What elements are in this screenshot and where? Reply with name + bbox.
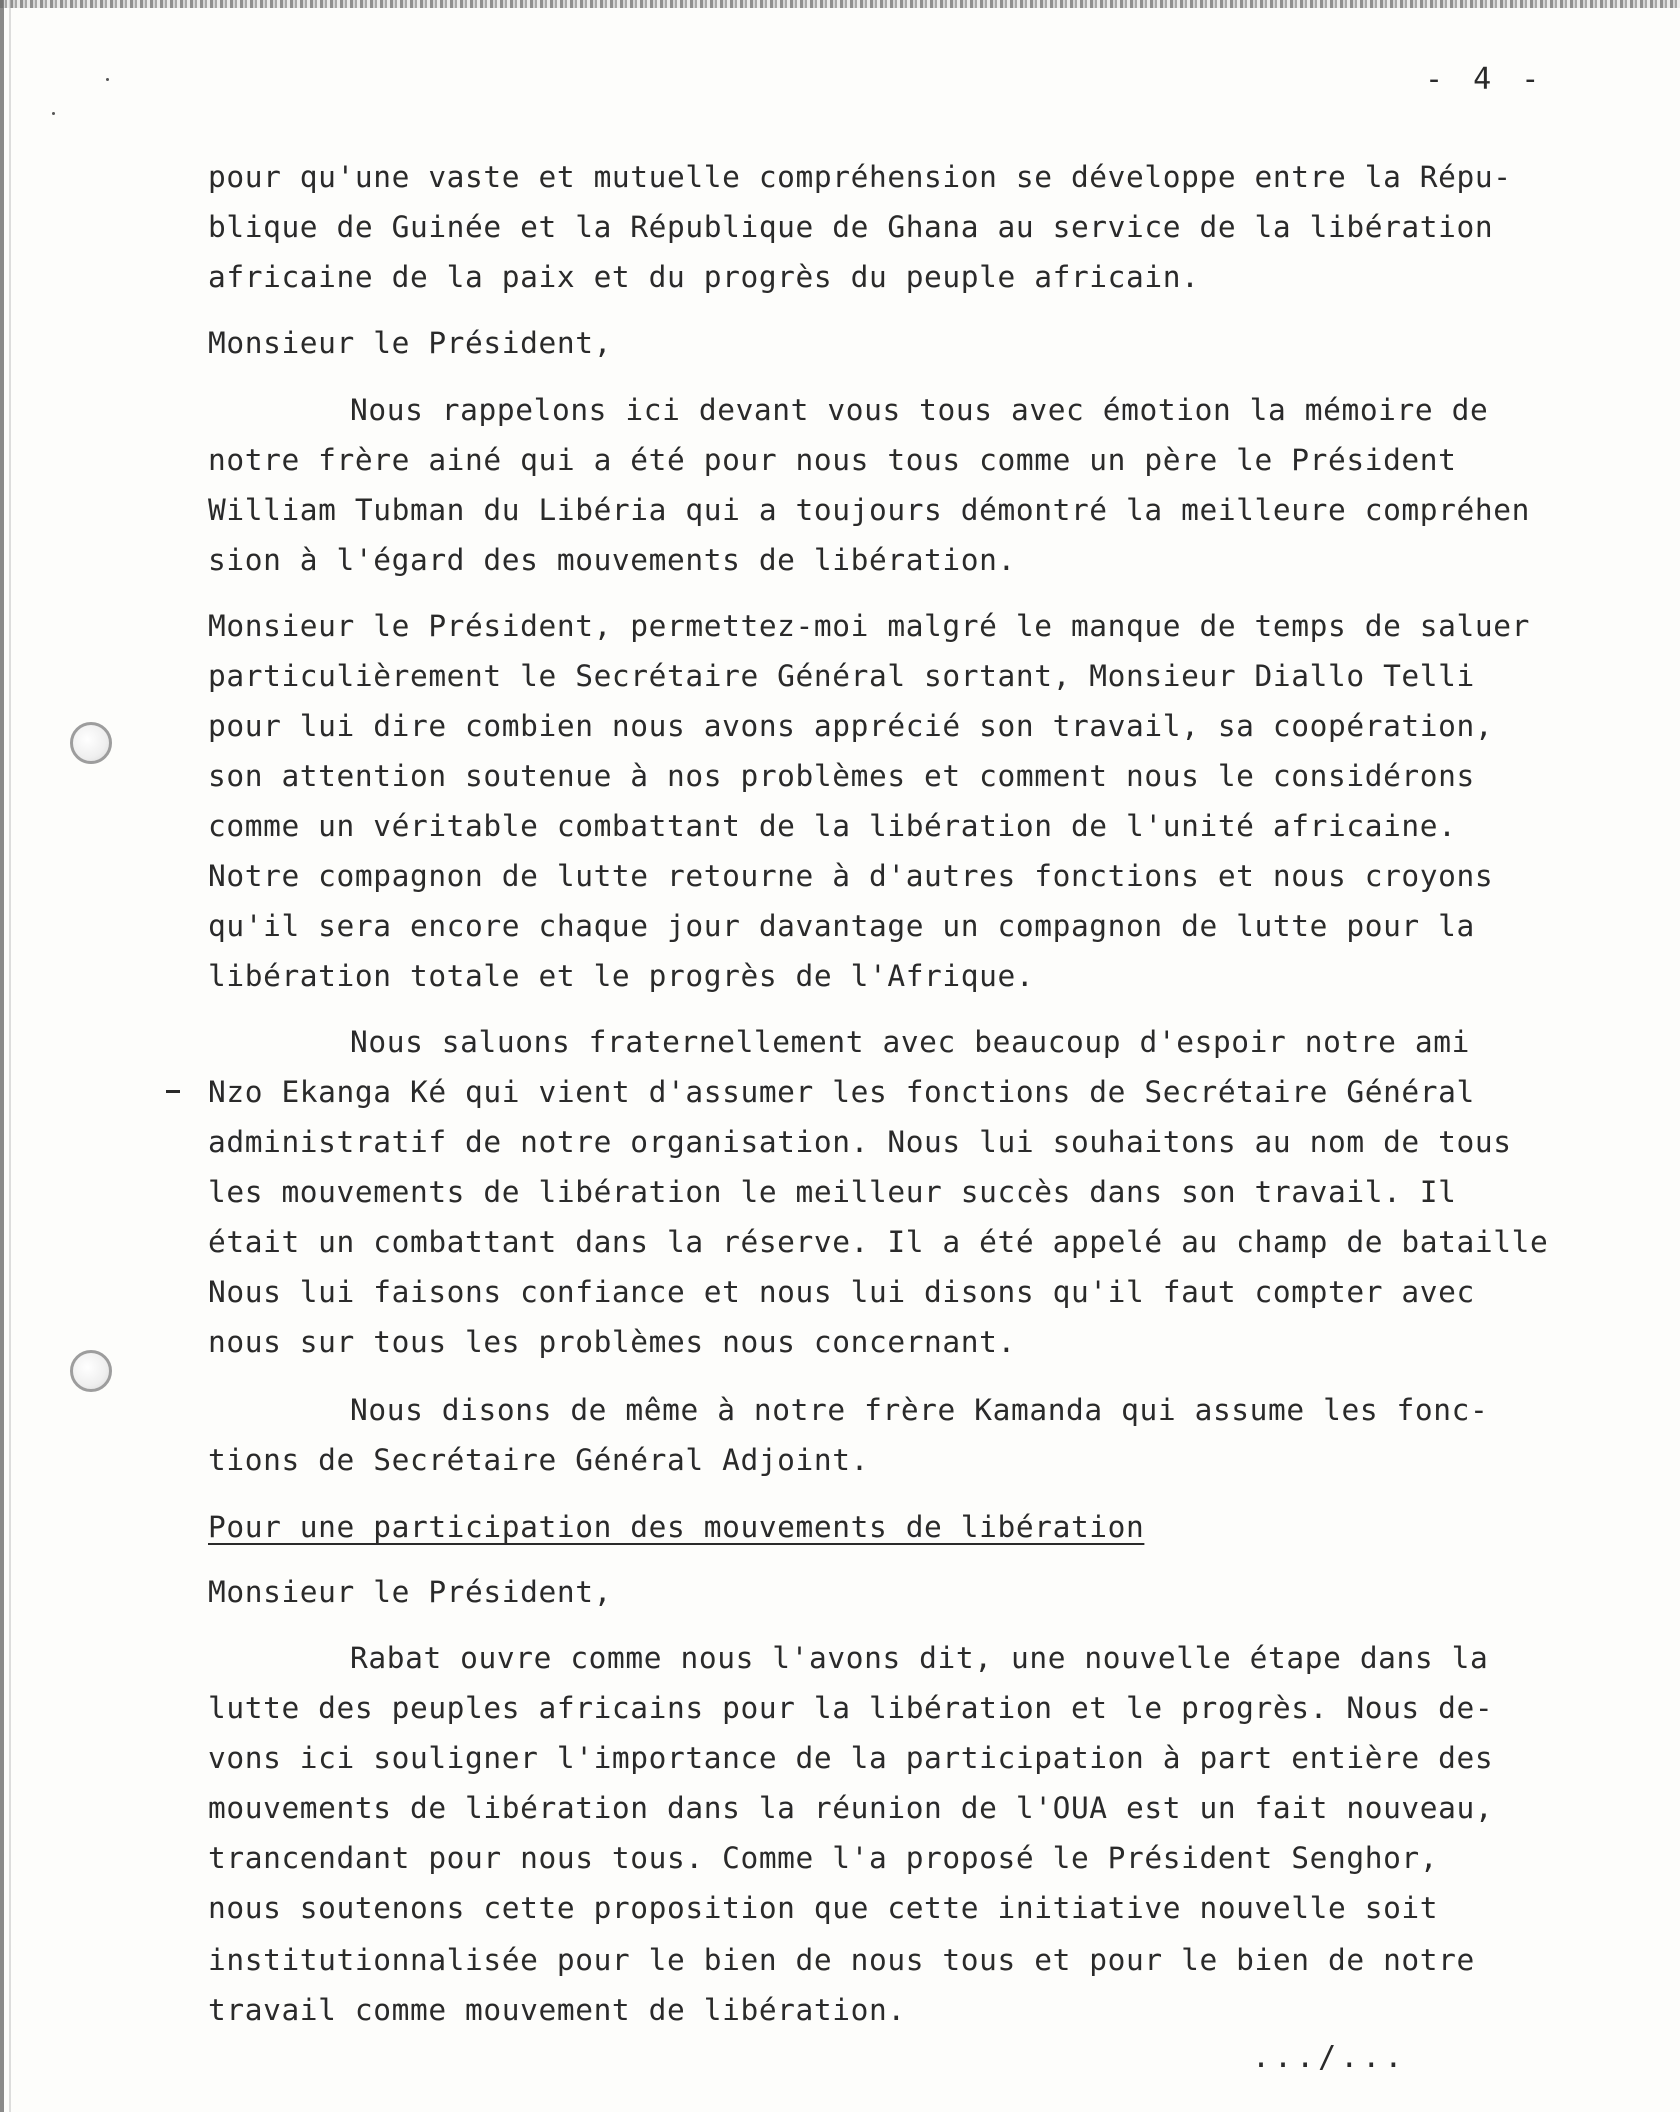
paragraph-6-line: trancendant pour nous tous. Comme l'a proposé le Président Senghor, bbox=[208, 1841, 1439, 1875]
paragraph-2-line: William Tubman du Libéria qui a toujours démontré la meilleure compréhen bbox=[208, 493, 1530, 527]
paragraph-4-line: Nzo Ekanga Ké qui vient d'assumer les fonctions de Secrétaire Général bbox=[208, 1075, 1475, 1109]
paragraph-3-line: qu'il sera encore chaque jour davantage un compagnon de lutte pour la bbox=[208, 909, 1475, 943]
paragraph-4-line: nous sur tous les problèmes nous concernant. bbox=[208, 1325, 1016, 1359]
paragraph-1-line: africaine de la paix et du progrès du peuple africain. bbox=[208, 260, 1200, 294]
salutation: Monsieur le Président, bbox=[208, 326, 612, 360]
paragraph-4-line: Nous saluons fraternellement avec beaucoup d'espoir notre ami bbox=[350, 1025, 1470, 1059]
paragraph-4-line: Nous lui faisons confiance et nous lui disons qu'il faut compter avec bbox=[208, 1275, 1475, 1309]
paragraph-3-line: particulièrement le Secrétaire Général sortant, Monsieur Diallo Telli bbox=[208, 659, 1475, 693]
paragraph-3-line: pour lui dire combien nous avons apprécié son travail, sa coopération, bbox=[208, 709, 1494, 743]
paragraph-1-line: pour qu'une vaste et mutuelle compréhension se développe entre la Répu- bbox=[208, 160, 1512, 194]
paragraph-3-line: Notre compagnon de lutte retourne à d'autres fonctions et nous croyons bbox=[208, 859, 1494, 893]
paragraph-3-line: son attention soutenue à nos problèmes et comment nous le considérons bbox=[208, 759, 1475, 793]
paragraph-3-line: libération totale et le progrès de l'Afrique. bbox=[208, 959, 1035, 993]
scan-speck bbox=[106, 78, 109, 81]
scan-speck bbox=[52, 112, 55, 115]
scan-left-edge-inner bbox=[9, 0, 11, 2112]
paragraph-5-line: Nous disons de même à notre frère Kamanda qui assume les fonc- bbox=[350, 1393, 1489, 1427]
paragraph-6-line: mouvements de libération dans la réunion de l'OUA est un fait nouveau, bbox=[208, 1791, 1494, 1825]
paragraph-2-line: notre frère ainé qui a été pour nous tous comme un père le Président bbox=[208, 443, 1457, 477]
paragraph-4-line: administratif de notre organisation. Nous lui souhaitons au nom de tous bbox=[208, 1125, 1512, 1159]
paragraph-6-line: institutionnalisée pour le bien de nous tous et pour le bien de notre bbox=[208, 1943, 1475, 1977]
paragraph-6-line: lutte des peuples africains pour la libération et le progrès. Nous de- bbox=[208, 1691, 1494, 1725]
punch-hole-icon bbox=[70, 722, 112, 764]
punch-hole-icon bbox=[70, 1350, 112, 1392]
paragraph-2-line: Nous rappelons ici devant vous tous avec émotion la mémoire de bbox=[350, 393, 1489, 427]
continuation-mark: .../... bbox=[1252, 2040, 1407, 2075]
paragraph-2-line: sion à l'égard des mouvements de libération. bbox=[208, 543, 1016, 577]
paragraph-1-line: blique de Guinée et la République de Ghana au service de la libération bbox=[208, 210, 1494, 244]
scan-left-edge bbox=[0, 0, 4, 2112]
paragraph-3-line: comme un véritable combattant de la libération de l'unité africaine. bbox=[208, 809, 1457, 843]
paragraph-6-line: travail comme mouvement de libération. bbox=[208, 1993, 906, 2027]
salutation: Monsieur le Président, bbox=[208, 1575, 612, 1609]
paragraph-3-line: Monsieur le Président, permettez-moi malgré le manque de temps de saluer bbox=[208, 609, 1530, 643]
section-heading: Pour une participation des mouvements de libération bbox=[208, 1510, 1145, 1544]
paragraph-6-line: nous soutenons cette proposition que cette initiative nouvelle soit bbox=[208, 1891, 1439, 1925]
page-number: - 4 - bbox=[1425, 62, 1546, 97]
margin-mark bbox=[166, 1090, 180, 1093]
paragraph-6-line: vons ici souligner l'importance de la participation à part entière des bbox=[208, 1741, 1494, 1775]
paragraph-6-line: Rabat ouvre comme nous l'avons dit, une nouvelle étape dans la bbox=[350, 1641, 1489, 1675]
paragraph-5-line: tions de Secrétaire Général Adjoint. bbox=[208, 1443, 869, 1477]
paragraph-4-line: était un combattant dans la réserve. Il a été appelé au champ de bataille bbox=[208, 1225, 1549, 1259]
paragraph-4-line: les mouvements de libération le meilleur succès dans son travail. Il bbox=[208, 1175, 1457, 1209]
scan-top-edge bbox=[0, 0, 1680, 8]
